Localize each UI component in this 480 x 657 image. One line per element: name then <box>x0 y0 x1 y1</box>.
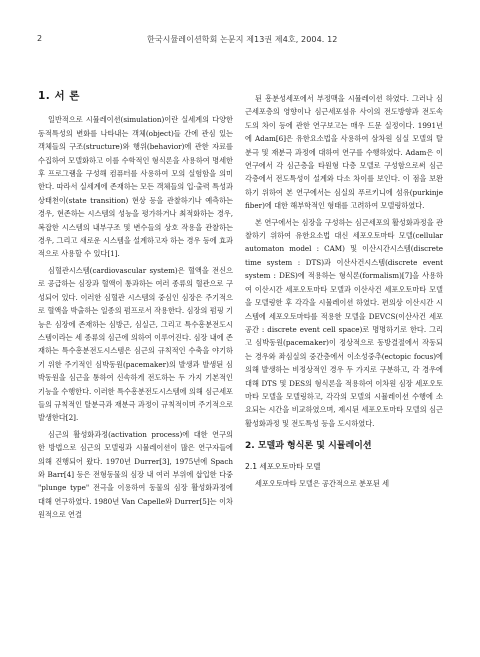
models-paragraph-1: 세포오토마타 모델은 공간적으로 분포된 세 <box>255 478 390 488</box>
section-heading-introduction: 1. 서 론 <box>38 90 80 102</box>
journal-citation: 한국시뮬레이션학회 논문지 제13권 제4호, 2004. 12 <box>147 35 338 44</box>
section-heading-models: 2. 모델과 형식론 및 시뮬레이션 <box>245 441 372 452</box>
page-number: 2 <box>37 34 43 43</box>
running-header <box>37 34 444 48</box>
left-column <box>38 90 233 525</box>
intro-paragraph-2: 심혈관시스템(cardiovascular system)은 혈액을 전신으로 공급하는 심장과 혈액이 통과하는 여러 종류의 혈관으로 구성되어 있다. 이러한 심혈관 시스템의 중심인 심장은 주기적으로 혈액을 박출하는 일종의 펌프로서 작용한다. 심장의 펌핑 기능은 심장에 존재하는 심방근, 심실근, 그리고 특수흥분전도시스템이라는 세 종류의 심근에 의하여 이루어진다. 심장 내에 존재하는 특수흥분전도시스템은 심근의 규칙적인 수축을 야기하기 위한 주기적인 심박동원(pacemaker)의 발생과 발생된 심박동원을 심근을 통하여 신속하게 전도하는 두 가지 기본적인 기능을 수행한다. 이러한 특수흥분전도시스템에 의해 심근세포들의 규칙적인 탈분극과 재분극 과정이 규칙적이며 주기적으로 발생한다[2]. <box>38 265 233 423</box>
intro-paragraph-3: 심근의 활성화과정(activation process)에 대한 연구의 한 방법으로 심근의 모델링과 시뮬레이션이 많은 연구자들에 의해 진행되어 왔다. 1970년 Durrer[3], 1975년에 Spach와 Barr[4] 등은 전형동물의 심장 내 여러 부위에 삽입한 다중 "plunge type" 전극을 이용하여 동물의 심장 활성화과정에 대해 연구하였다. 1980년 Van Capelle와 Durrer[5]는 이차원적으로 연결 <box>38 429 233 520</box>
intro-paragraph-5: 본 연구에서는 심장을 구성하는 심근세포의 활성화과정을 관찰하기 위하여 유한요소법 대신 세포오토마타 모델(cellular automaton model : CAM) 및 이산시간시스템(discrete time system : DTS)과 이산사건시스템(discrete event system : DES)에 적용하는 형식론(formalism)[7]을 사용하여 이산시간 세포오토마타 모델과 이산사건 세포오토마타 모델을 모델링한 후 각각을 시뮬레이션 하였다. 편의상 이산시간 시스템에 세포오토마타를 적용한 모델을 DEVCS(이산사건 세포 공간 : discrete event cell space)로 명명하기로 한다. 그리고 심박동원(pacemaker)이 정상적으로 동방결절에서 작동되는 경우와 좌심실의 중간층에서 이소성중추(ectopic focus)에 의해 발생하는 비정상적인 경우 두 가지로 구분하고, 각 경우에 대해 DTS 및 DES의 형식론을 적용하여 이차원 심장 세포오토마타 모델을 모델링하고, 각각의 모델의 시뮬레이션 수행에 소요되는 시간을 비교하였으며, 제시된 세포오토마타 모델의 심근 활성화과정 및 전도특성 등을 도시하였다. <box>245 217 443 428</box>
intro-paragraph-1: 일반적으로 시뮬레이션(simulation)이란 실세계의 다양한 동적특성의 변화를 나타내는 객체(object)들 간에 관심 있는 객체들의 구조(structure)와 행위(behavior)에 관한 자료를 수집하여 모델화하고 이를 수학적인 형식론을 사용하여 명세한 후 프로그램을 구성해 컴퓨터를 사용하여 모의 실험함을 의미한다. 따라서 실세계에 존재하는 모든 객체들의 입·출력 특성과 상태천이(state transition) 현상 등을 관찰하기나 예측하는 경우, 현존하는 시스템의 성능을 평가하거나 최적화하는 경우, 복잡한 시스템의 내부구조 및 변수들의 상호 작용을 관찰하는 경우, 그리고 새로운 시스템을 설계하고자 하는 경우 등에 효과적으로 사용할 수 있다[1]. <box>38 115 233 259</box>
right-column <box>245 92 443 493</box>
subsection-heading-cellular-automata: 2.1 세포오토마타 모델 <box>245 461 321 471</box>
intro-paragraph-4: 된 흥분성세포에서 부정맥을 시뮬레이션 하였다. 그러나 심근세포층의 영향이나 심근세포섬유 사이의 전도방향과 전도속도의 차이 등에 관한 연구보고는 매우 드문 실정이다. 1991년에 Adam[6]은 유한요소법을 사용하여 삼차원 심실 모델의 탈분극 및 재분극 과정에 대하여 연구를 수행하였다. Adam은 이 연구에서 각 심근층을 타원형 다층 모델로 구성함으로써 심근 각층에서 전도특성이 설계와 다소 차이를 보인다. 이 점을 보완하기 위하여 본 연구에서는 심실의 푸르키니에 섬유(purkinje fiber)에 대한 해부학적인 형태를 고려하여 모델링하였다. <box>245 94 443 211</box>
